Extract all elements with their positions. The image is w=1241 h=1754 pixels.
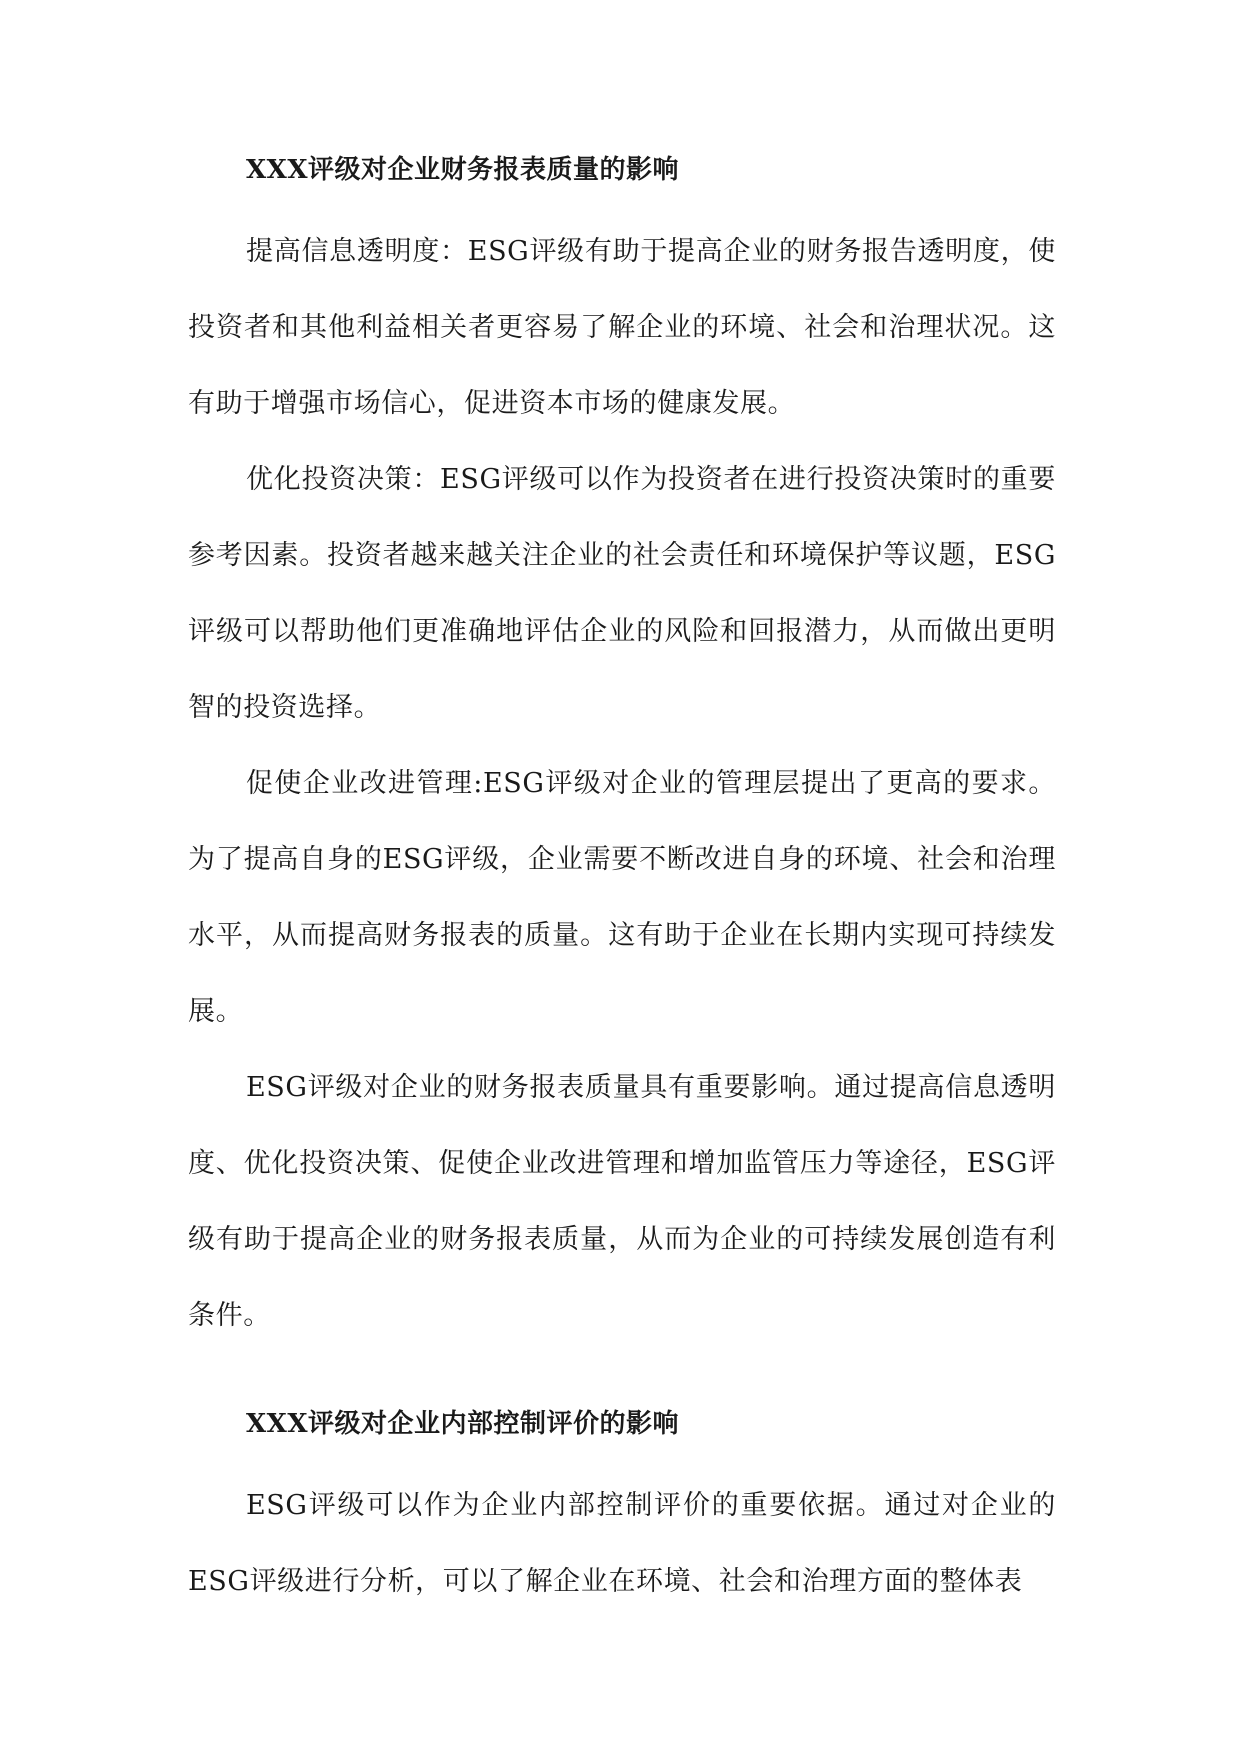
section-heading-internal-control: XXX评级对企业内部控制评价的影响 — [246, 1409, 680, 1439]
paragraph-investment-decision: 优化投资决策：ESG评级可以作为投资者在进行投资决策时的重要参考因素。投资者越来越关注企业的社会责任和环境保护等议题，ESG评级可以帮助他们更准确地评估企业的风险和回报潜力，从而做出更明智的投资选择。 — [188, 464, 1056, 723]
paragraph-management-improvement: 促使企业改进管理:ESG评级对企业的管理层提出了更高的要求。为了提高自身的ESG评级，企业需要不断改进自身的环境、社会和治理水平，从而提高财务报表的质量。这有助于企业在长期内实现可持续发展。 — [188, 768, 1056, 1027]
paragraph-transparency: 提高信息透明度：ESG评级有助于提高企业的财务报告透明度，使投资者和其他利益相关者更容易了解企业的环境、社会和治理状况。这有助于增强市场信心，促进资本市场的健康发展。 — [188, 236, 1056, 419]
paragraph-internal-control: ESG评级可以作为企业内部控制评价的重要依据。通过对企业的ESG评级进行分析，可以了解企业在环境、社会和治理方面的整体表 — [188, 1490, 1056, 1597]
paragraph-summary: ESG评级对企业的财务报表质量具有重要影响。通过提高信息透明度、优化投资决策、促使企业改进管理和增加监管压力等途径，ESG评级有助于提高企业的财务报表质量，从而为企业的可持续发展创造有利条件。 — [188, 1072, 1056, 1331]
section-heading-financial-report: XXX评级对企业财务报表质量的影响 — [246, 155, 680, 185]
document-body — [188, 140, 1056, 1620]
section-spacer — [188, 1354, 1056, 1394]
